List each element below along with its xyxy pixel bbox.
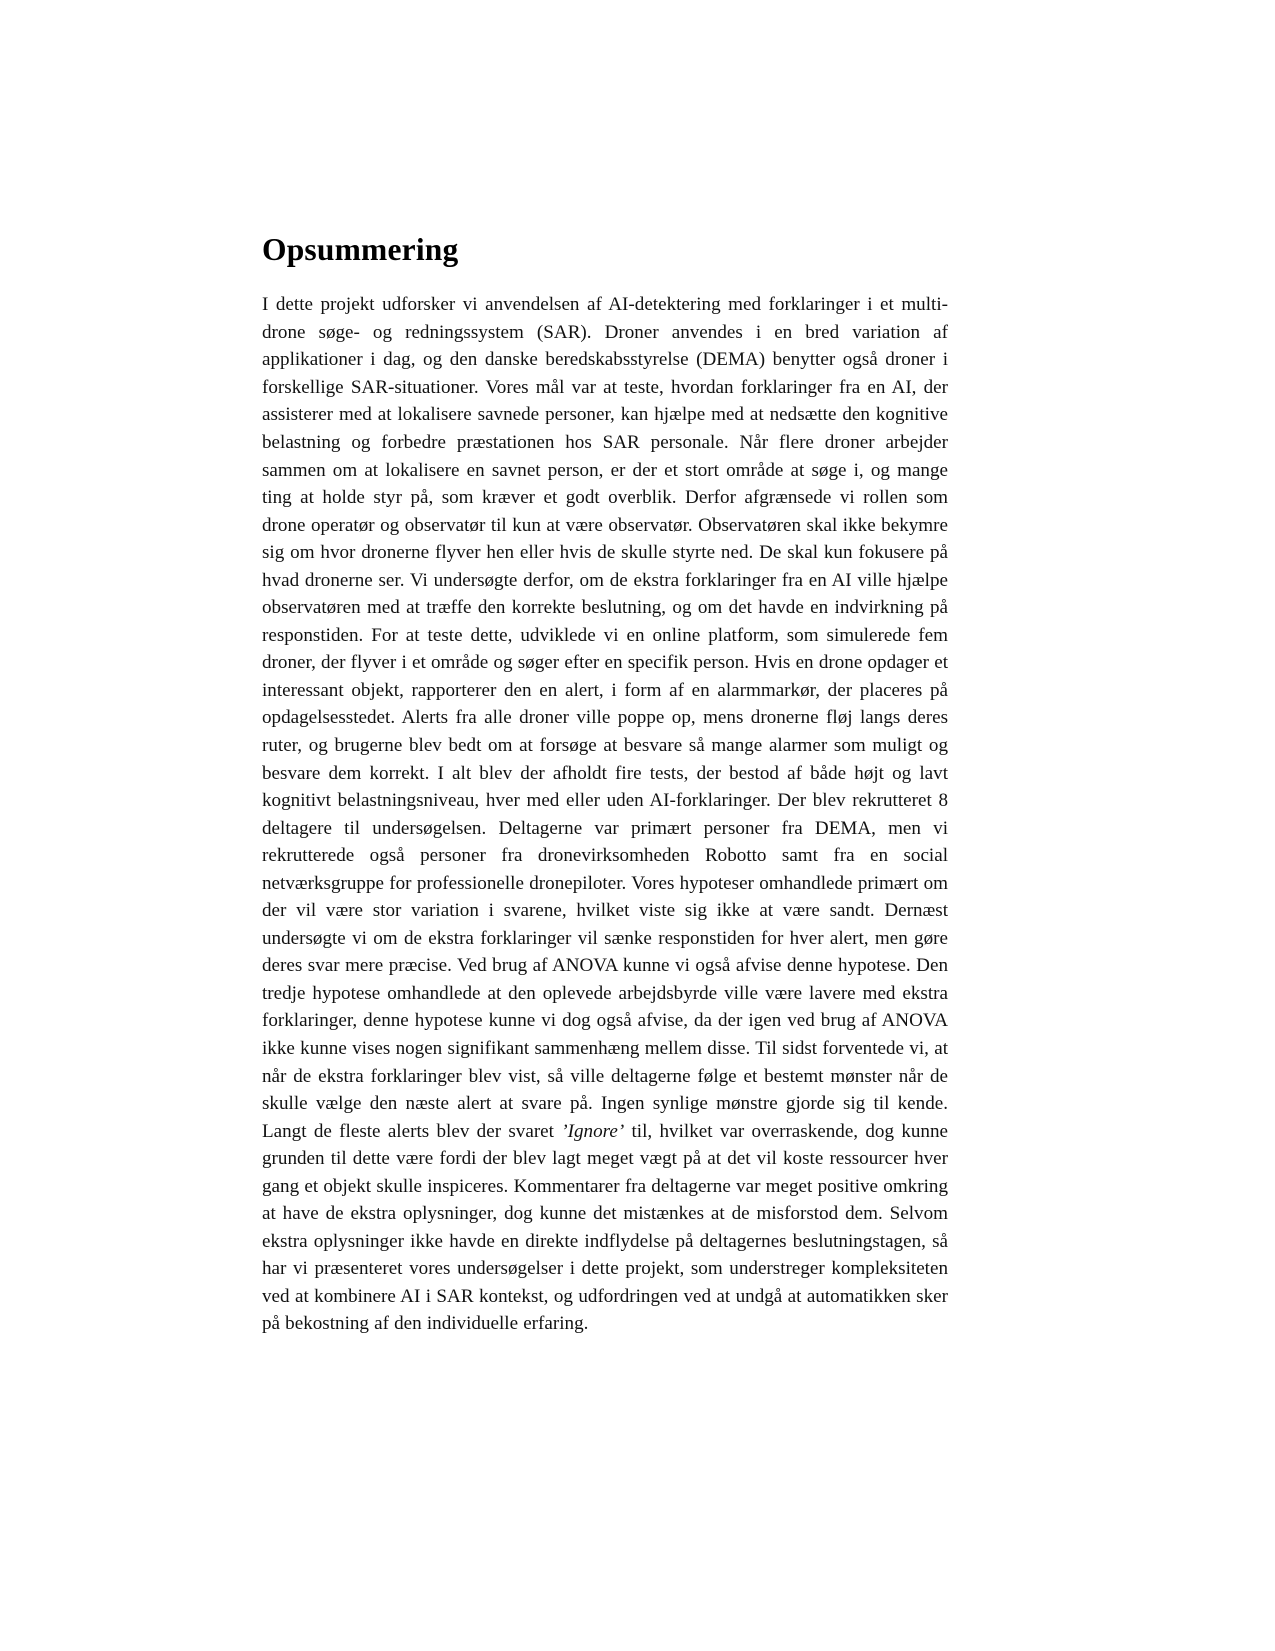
abstract-emphasis-ignore: ’Ignore’	[561, 1120, 625, 1142]
abstract-text-part-2: til, hvilket var overraskende, dog kunne grunden til dette være fordi der blev lagt meget vægt på at det vil koste ressourcer hver gang et objekt skulle inspiceres. Kommentarer fra deltagerne var meget positive omkring at have de ekstra oplysninger, dog kunne det mistænkes at de misforstod dem. Selvom ekstra oplysninger ikke havde en direkte indflydelse på deltagernes beslutningstagen, så har vi præsenteret vores undersøgelser i dette projekt, som understreger kompleksiteten ved at kombinere AI i SAR kontekst, og udfordringen ved at undgå at automatikken sker på bekostning af den individuelle erfaring.	[262, 1120, 948, 1335]
abstract-paragraph	[262, 291, 948, 1338]
page-title: Opsummering	[262, 232, 459, 267]
abstract-section	[262, 232, 948, 1338]
abstract-text-part-1: I dette projekt udforsker vi anvendelsen af AI-detektering med forklaringer i et multi-drone søge- og redningssystem (SAR). Droner anvendes i en bred variation af applikationer i dag, og den danske beredskabsstyrelse (DEMA) benytter også droner i forskellige SAR-situationer. Vores mål var at teste, hvordan forklaringer fra en AI, der assisterer med at lokalisere savnede personer, kan hjælpe med at nedsætte den kognitive belastning og forbedre præstationen hos SAR personale. Når flere droner arbejder sammen om at lokalisere en savnet person, er der et stort område at søge i, og mange ting at holde styr på, som kræver et godt overblik. Derfor afgrænsede vi rollen som drone operatør og observatør til kun at være observatør. Observatøren skal ikke bekymre sig om hvor dronerne flyver hen eller hvis de skulle styrte ned. De skal kun fokusere på hvad dronerne ser. Vi undersøgte derfor, om de ekstra forklaringer fra en AI ville hjælpe observatøren med at træffe den korrekte beslutning, og om det havde en indvirkning på responstiden. For at teste dette, udviklede vi en online platform, som simulerede fem droner, der flyver i et område og søger efter en specifik person. Hvis en drone opdager et interessant objekt, rapporterer den en alert, i form af en alarmmarkør, der placeres på opdagelsesstedet. Alerts fra alle droner ville poppe op, mens dronerne fløj langs deres ruter, og brugerne blev bedt om at forsøge at besvare så mange alarmer som muligt og besvare dem korrekt. I alt blev der afholdt fire tests, der bestod af både højt og lavt kognitivt belastningsniveau, hver med eller uden AI-forklaringer. Der blev rekrutteret 8 deltagere til undersøgelsen. Deltagerne var primært personer fra DEMA, men vi rekrutterede også personer fra dronevirksomheden Robotto samt fra en social netværksgruppe for professionelle dronepiloter. Vores hypoteser omhandlede primært om der vil være stor variation i svarene, hvilket viste sig ikke at være sandt. Dernæst undersøgte vi om de ekstra forklaringer vil sænke responstiden for hver alert, men gøre deres svar mere præcise. Ved brug af ANOVA kunne vi også afvise denne hypotese. Den tredje hypotese omhandlede at den oplevede arbejdsbyrde ville være lavere med ekstra forklaringer, denne hypotese kunne vi dog også afvise, da der igen ved brug af ANOVA ikke kunne vises nogen signifikant sammenhæng mellem disse. Til sidst forventede vi, at når de ekstra forklaringer blev vist, så ville deltagerne følge et bestemt mønster når de skulle vælge den næste alert at svare på. Ingen synlige mønstre gjorde sig til kende. Langt de fleste alerts blev der svaret	[262, 294, 948, 1142]
